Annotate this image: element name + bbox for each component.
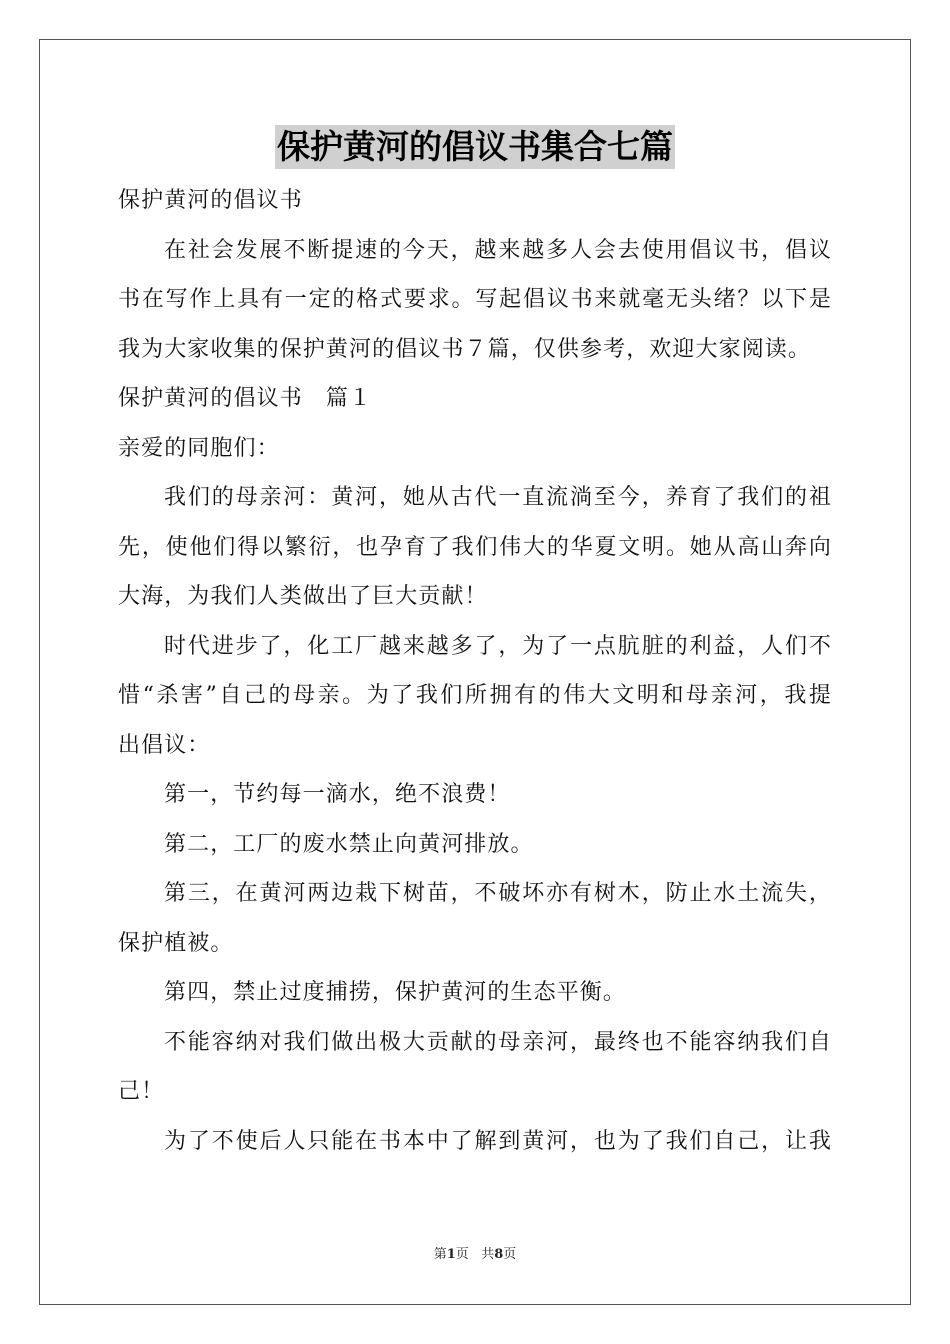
- title-container: [0, 125, 950, 169]
- paragraph-line: 在社会发展不断提速的今天，越来越多人会去使用倡议书，倡议: [164, 237, 832, 263]
- paragraph-line: 第二，工厂的废水禁止向黄河排放。: [164, 831, 534, 857]
- total-suffix: 页: [503, 1247, 517, 1262]
- paragraph-line: 不能容纳对我们做出极大贡献的母亲河，最终也不能容纳我们自: [164, 1029, 832, 1055]
- paragraph-line: 保护植被。: [118, 930, 234, 956]
- page-prefix: 第: [433, 1247, 447, 1262]
- section-heading: 保护黄河的倡议书: [118, 188, 303, 213]
- document-body: [118, 176, 832, 1166]
- paragraph-line: 大海，为我们人类做出了巨大贡献！: [118, 584, 488, 609]
- paragraph-line: 我们的母亲河：黄河，她从古代一直流淌至今，养育了我们的祖: [164, 485, 832, 510]
- paragraph-line: 我为大家收集的保护黄河的倡议书７篇，仅供参考，欢迎大家阅读。: [118, 336, 812, 362]
- page-footer: [0, 1246, 950, 1264]
- page-suffix: 页: [455, 1247, 469, 1262]
- paragraph-line: 第三，在黄河两边栽下树苗，不破坏亦有树木，防止水土流失，: [164, 881, 832, 906]
- salutation: 亲爱的同胞们：: [118, 435, 280, 461]
- paragraph-line: 第一，节约每一滴水，绝不浪费！: [164, 782, 511, 807]
- paragraph-line: 惜“杀害”自己的母亲。为了我们所拥有的伟大文明和母亲河，我提: [118, 683, 832, 708]
- total-pages: 8: [494, 1247, 504, 1262]
- page-number: 1: [446, 1247, 456, 1262]
- paragraph-line: 时代进步了，化工厂越来越多了，为了一点肮脏的利益，人们不: [164, 633, 832, 659]
- paragraph-line: 为了不使后人只能在书本中了解到黄河，也为了我们自己，让我: [164, 1128, 832, 1154]
- paragraph-line: 先，使他们得以繁衍，也孕育了我们伟大的华夏文明。她从高山奔向: [118, 534, 832, 560]
- total-prefix: 共: [481, 1247, 495, 1262]
- paragraph-line: 第四，禁止过度捕捞，保护黄河的生态平衡。: [164, 980, 627, 1005]
- document-title: 保护黄河的倡议书集合七篇: [275, 125, 675, 169]
- section-heading: 保护黄河的倡议书 篇１: [118, 386, 373, 411]
- paragraph-line: 书在写作上具有一定的格式要求。写起倡议书来就毫无头绪？以下是: [118, 287, 832, 312]
- paragraph-line: 己！: [118, 1079, 165, 1104]
- paragraph-line: 出倡议：: [118, 732, 211, 758]
